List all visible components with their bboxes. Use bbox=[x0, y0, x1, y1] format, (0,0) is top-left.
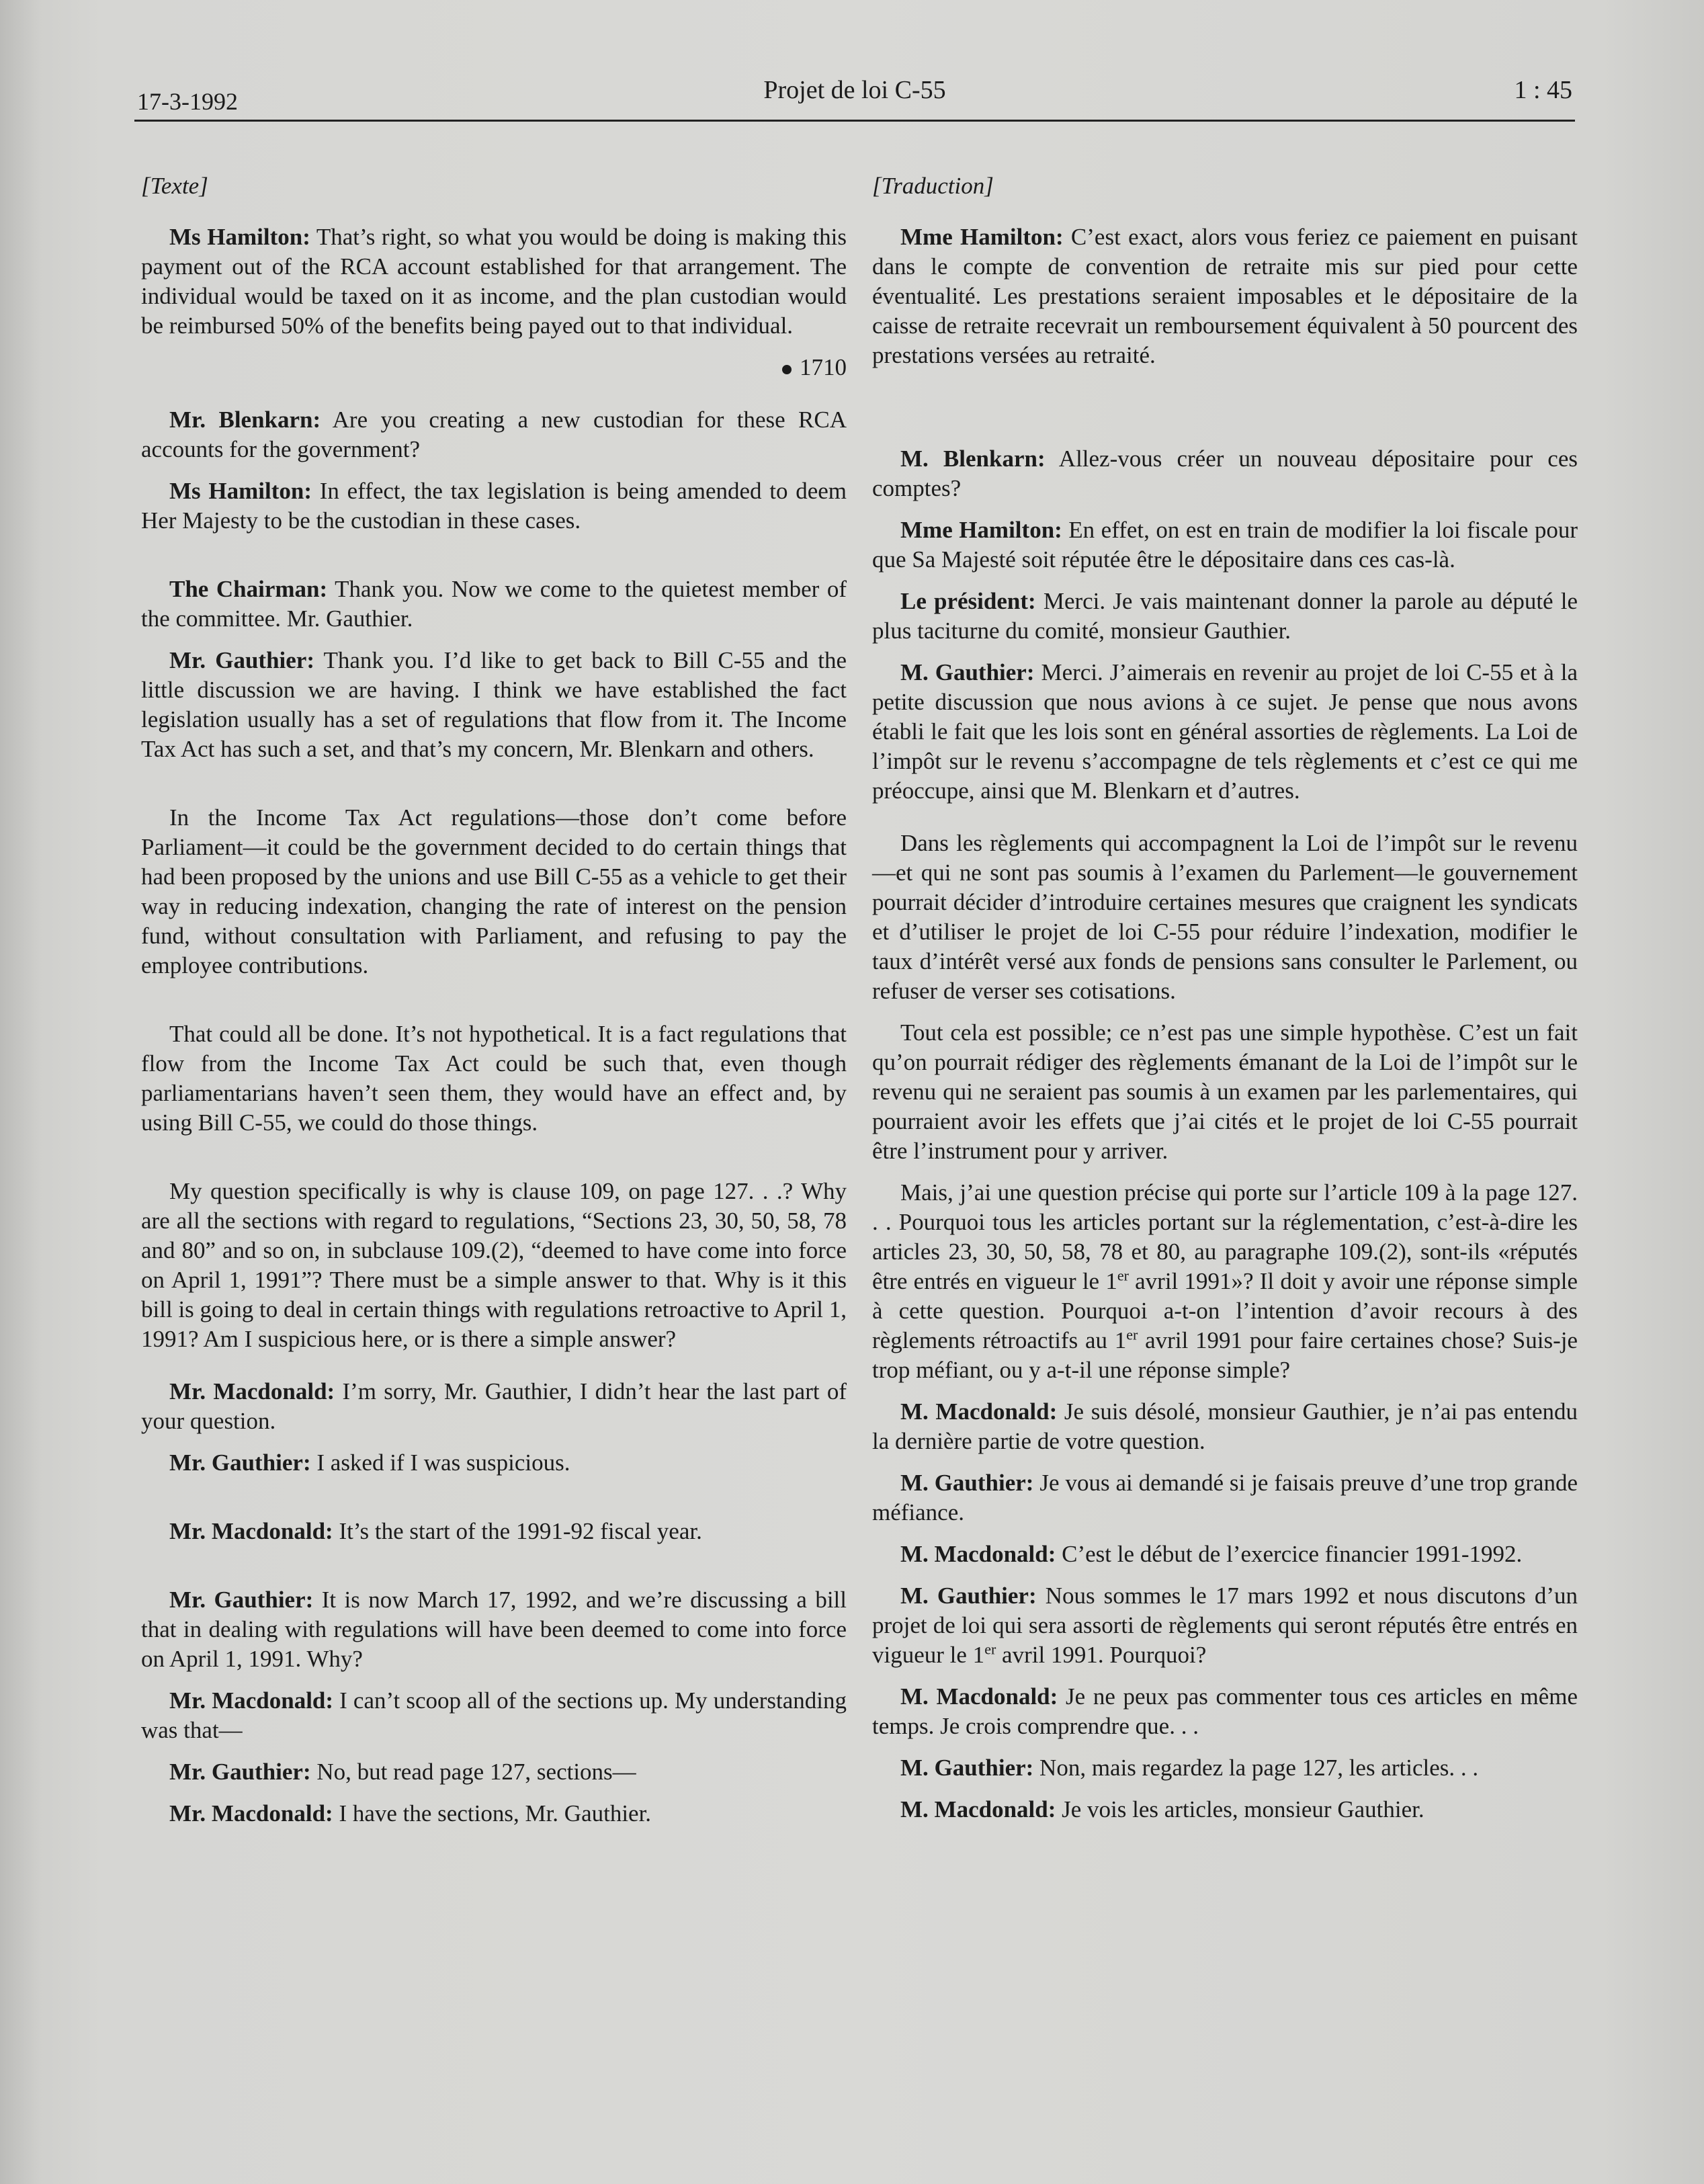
speaker-name: M. Gauthier: bbox=[900, 1755, 1034, 1781]
paragraph bbox=[872, 1397, 1578, 1456]
paragraph bbox=[141, 1019, 847, 1138]
speech-text: It is now March 17, 1992, and we’re discussing a bill that in dealing with regulations will have been deemed to come into force on April 1, 1991. Why? bbox=[141, 1587, 847, 1672]
speech-text: En effet, on est en train de modifier la loi fiscale pour que Sa Majesté soit réputée être le dépositaire dans ces cas-là. bbox=[872, 517, 1578, 573]
speech-text: My question specifically is why is clause 109, on page 127. . .? Why are all the sections with regard to regulations, “Sections 23, 30, 50, 58, 78 and 80” and so on, in subclause 109.(2), “deemed to have come into force on April 1, 1991”? There must be a simple answer to that. Why is it this bill is going to deal in certain things with regulations retroactive to April 1, 1991? Am I suspicious here, or is there a simple answer? bbox=[141, 1178, 847, 1352]
speech-text: It’s the start of the 1991-92 fiscal year. bbox=[333, 1518, 702, 1544]
speaker-name: Mr. Gauthier: bbox=[169, 1587, 314, 1613]
speaker-name: Le président: bbox=[900, 588, 1036, 614]
paragraph bbox=[872, 1682, 1578, 1741]
paragraph bbox=[872, 515, 1578, 575]
header-page-number: 1 : 45 bbox=[1514, 76, 1572, 104]
speech-text: Thank you. Now we come to the quietest member of the committee. Mr. Gauthier. bbox=[141, 576, 847, 632]
speech-text: C’est le début de l’exercice financier 1991-1992. bbox=[1056, 1541, 1523, 1567]
speaker-name: Mr. Macdonald: bbox=[169, 1518, 333, 1544]
speech-text: I asked if I was suspicious. bbox=[310, 1450, 570, 1476]
french-column bbox=[872, 171, 1578, 1837]
bullet-icon bbox=[782, 365, 792, 374]
speech-text: That’s right, so what you would be doing is making this payment out of the RCA account established for that arrangement. The individual would be taxed on it as income, and the plan custodian would be reimbursed 50% of the benefits being payed out to that individual. bbox=[141, 224, 847, 339]
speech-text: In effect, the tax legislation is being amended to deem Her Majesty to be the custodian in these cases. bbox=[141, 478, 847, 534]
scan-shadow bbox=[0, 0, 40, 2184]
english-column bbox=[141, 171, 847, 1841]
speech-text: I have the sections, Mr. Gauthier. bbox=[333, 1800, 652, 1826]
paragraph bbox=[141, 222, 847, 341]
speaker-name: Ms Hamilton: bbox=[169, 224, 310, 250]
speech-text: C’est exact, alors vous feriez ce paiement en puisant dans le compte de convention de retraite mis sur pied pour cette éventualité. Les prestations seraient imposables et le dépositaire de la caisse de retraite recevrait un remboursement équivalent à 50 pourcent des prestations versées au retraité. bbox=[872, 224, 1578, 368]
speaker-name: The Chairman: bbox=[169, 576, 328, 602]
page-header bbox=[134, 73, 1575, 122]
paragraph bbox=[872, 1018, 1578, 1166]
time-marker-text: 1710 bbox=[800, 354, 847, 380]
paragraph bbox=[141, 476, 847, 536]
speech-text: I can’t scoop all of the sections up. My understanding was that— bbox=[141, 1687, 847, 1743]
superscript: er bbox=[984, 1640, 996, 1658]
speech-text: I’m sorry, Mr. Gauthier, I didn’t hear the last part of your question. bbox=[141, 1378, 847, 1434]
speech-text: In the Income Tax Act regulations—those don’t come before Parliament—it could be the government decided to do certain things that had been proposed by the unions and use Bill C-55 as a vehicle to get their way in reducing indexation, changing the rate of interest on the pension fund, without consultation with Parliament, and refusing to pay the employee contributions. bbox=[141, 804, 847, 978]
speech-text: Tout cela est possible; ce n’est pas une simple hypothèse. C’est un fait qu’on pourrait rédiger des règlements émanant de la Loi de l’impôt sur le revenu qui ne seraient pas soumis à un examen par les parlementaires, qui pourraient avoir les effets que j’ai cités et le projet de loi C-55 pourrait être l’instrument pour y arriver. bbox=[872, 1019, 1578, 1164]
paragraph bbox=[141, 646, 847, 764]
speech-text: Dans les règlements qui accompagnent la Loi de l’impôt sur le revenu—et qui ne sont pas soumis à l’examen du Parlement—le gouvernement pourrait décider d’introduire certaines mesures que craignent les syndicats et d’utiliser le projet de loi C-55 pour réduire l’indexation, modifier le taux d’intérêt versé aux fonds de pensions sans consulter le Parlement, ou refuser de verser ses cotisations. bbox=[872, 830, 1578, 1004]
speaker-name: Mr. Blenkarn: bbox=[169, 407, 321, 433]
paragraph bbox=[141, 575, 847, 634]
speech-text: Are you creating a new custodian for these RCA accounts for the government? bbox=[141, 407, 847, 462]
speaker-name: M. Macdonald: bbox=[900, 1541, 1056, 1567]
speech-text: avril 1991 pour faire certaines chose? Suis-je trop méfiant, ou y a-t-il une réponse simple? bbox=[872, 1327, 1578, 1383]
paragraph bbox=[872, 1178, 1578, 1385]
speaker-name: Mr. Macdonald: bbox=[169, 1687, 334, 1714]
header-date: 17-3-1992 bbox=[137, 88, 238, 115]
speaker-name: Mr. Gauthier: bbox=[169, 647, 314, 673]
paragraph bbox=[141, 1686, 847, 1745]
header-title: Projet de loi C-55 bbox=[763, 76, 946, 104]
speech-text: That could all be done. It’s not hypothetical. It is a fact regulations that flow from the Income Tax Act could be such that, even though parliamentarians haven’t seen them, they would have an effect and, by using Bill C-55, we could do those things. bbox=[141, 1021, 847, 1136]
speech-text: Je ne peux pas commenter tous ces articles en même temps. Je crois comprendre que. . . bbox=[872, 1683, 1578, 1739]
speech-text: Allez-vous créer un nouveau dépositaire pour ces comptes? bbox=[872, 446, 1578, 501]
speech-text: No, but read page 127, sections— bbox=[310, 1759, 636, 1785]
speaker-name: M. Blenkarn: bbox=[900, 446, 1046, 472]
paragraph bbox=[872, 829, 1578, 1006]
paragraph bbox=[141, 405, 847, 464]
speaker-name: Mr. Macdonald: bbox=[169, 1800, 333, 1826]
speaker-name: Mr. Macdonald: bbox=[169, 1378, 335, 1404]
paragraph bbox=[872, 1753, 1578, 1783]
speaker-name: M. Macdonald: bbox=[900, 1398, 1058, 1425]
speaker-name: Mme Hamilton: bbox=[900, 224, 1064, 250]
paragraph bbox=[872, 1540, 1578, 1569]
superscript: er bbox=[1126, 1326, 1138, 1343]
speech-text: Mais, j’ai une question précise qui porte sur l’article 109 à la page 127. . . Pourquoi tous les articles portant sur la réglementation, c’est-à-dire les articles 23, 30, 50, 58, 78 et 80, au paragraphe 109.(2), sont-ils «réputés être entrés en vigueur le 1 bbox=[872, 1179, 1578, 1294]
speech-text: avril 1991»? Il doit y avoir une réponse simple à cette question. Pourquoi a-t-on l’intention d’avoir recours à des règlements rétroactifs au 1 bbox=[872, 1268, 1578, 1353]
speech-text: Merci. J’aimerais en revenir au projet de loi C-55 et à la petite discussion que nous avions à ce sujet. Je pense que nous avons établi le fait que les lois sont en général assorties de règlements. La Loi de l’impôt sur le revenu s’accompagne de tels règlements et c’est ce qui me préoccupe, ainsi que M. Blenkarn et d’autres. bbox=[872, 659, 1578, 804]
paragraph bbox=[872, 444, 1578, 503]
paragraph bbox=[141, 1585, 847, 1674]
speech-text: Je vous ai demandé si je faisais preuve d’une trop grande méfiance. bbox=[872, 1470, 1578, 1525]
speech-text: Je suis désolé, monsieur Gauthier, je n’ai pas entendu la dernière partie de votre question. bbox=[872, 1398, 1578, 1454]
speaker-name: Mme Hamilton: bbox=[900, 517, 1062, 543]
speech-text: Je vois les articles, monsieur Gauthier. bbox=[1056, 1796, 1424, 1822]
paragraph bbox=[872, 1795, 1578, 1824]
speech-text: Non, mais regardez la page 127, les articles. . . bbox=[1033, 1755, 1479, 1781]
speaker-name: M. Macdonald: bbox=[900, 1796, 1056, 1822]
column-label: [Texte] bbox=[141, 173, 208, 199]
paragraph bbox=[872, 587, 1578, 646]
paragraph bbox=[141, 1377, 847, 1436]
speaker-name: Ms Hamilton: bbox=[169, 478, 312, 504]
column-label: [Traduction] bbox=[872, 173, 994, 199]
paragraph bbox=[872, 1581, 1578, 1670]
speaker-name: Mr. Gauthier: bbox=[169, 1450, 311, 1476]
time-marker bbox=[141, 353, 847, 382]
paragraph bbox=[141, 1177, 847, 1354]
paragraph bbox=[872, 222, 1578, 370]
speech-text: avril 1991. Pourquoi? bbox=[996, 1642, 1207, 1668]
paragraph bbox=[141, 1448, 847, 1478]
paragraph bbox=[141, 1517, 847, 1546]
paragraph bbox=[872, 658, 1578, 806]
paragraph bbox=[141, 803, 847, 980]
paragraph bbox=[141, 1757, 847, 1787]
speaker-name: M. Gauthier: bbox=[900, 659, 1035, 685]
speech-text: Thank you. I’d like to get back to Bill C-55 and the little discussion we are having. I think we have established the fact legislation usually has a set of regulations that flow from it. The Income Tax Act has such a set, and that’s my concern, Mr. Blenkarn and others. bbox=[141, 647, 847, 762]
speaker-name: M. Macdonald: bbox=[900, 1683, 1058, 1710]
paragraph bbox=[872, 1468, 1578, 1527]
speech-text: Nous sommes le 17 mars 1992 et nous discutons d’un projet de loi qui sera assorti de règlements qui seront réputés être entrés en vigueur le 1 bbox=[872, 1583, 1578, 1668]
superscript: er bbox=[1117, 1267, 1129, 1284]
speaker-name: Mr. Gauthier: bbox=[169, 1759, 311, 1785]
speaker-name: M. Gauthier: bbox=[900, 1470, 1034, 1496]
paragraph bbox=[141, 1799, 847, 1829]
speech-text: Merci. Je vais maintenant donner la parole au député le plus taciturne du comité, monsieur Gauthier. bbox=[872, 588, 1578, 644]
speaker-name: M. Gauthier: bbox=[900, 1583, 1037, 1609]
